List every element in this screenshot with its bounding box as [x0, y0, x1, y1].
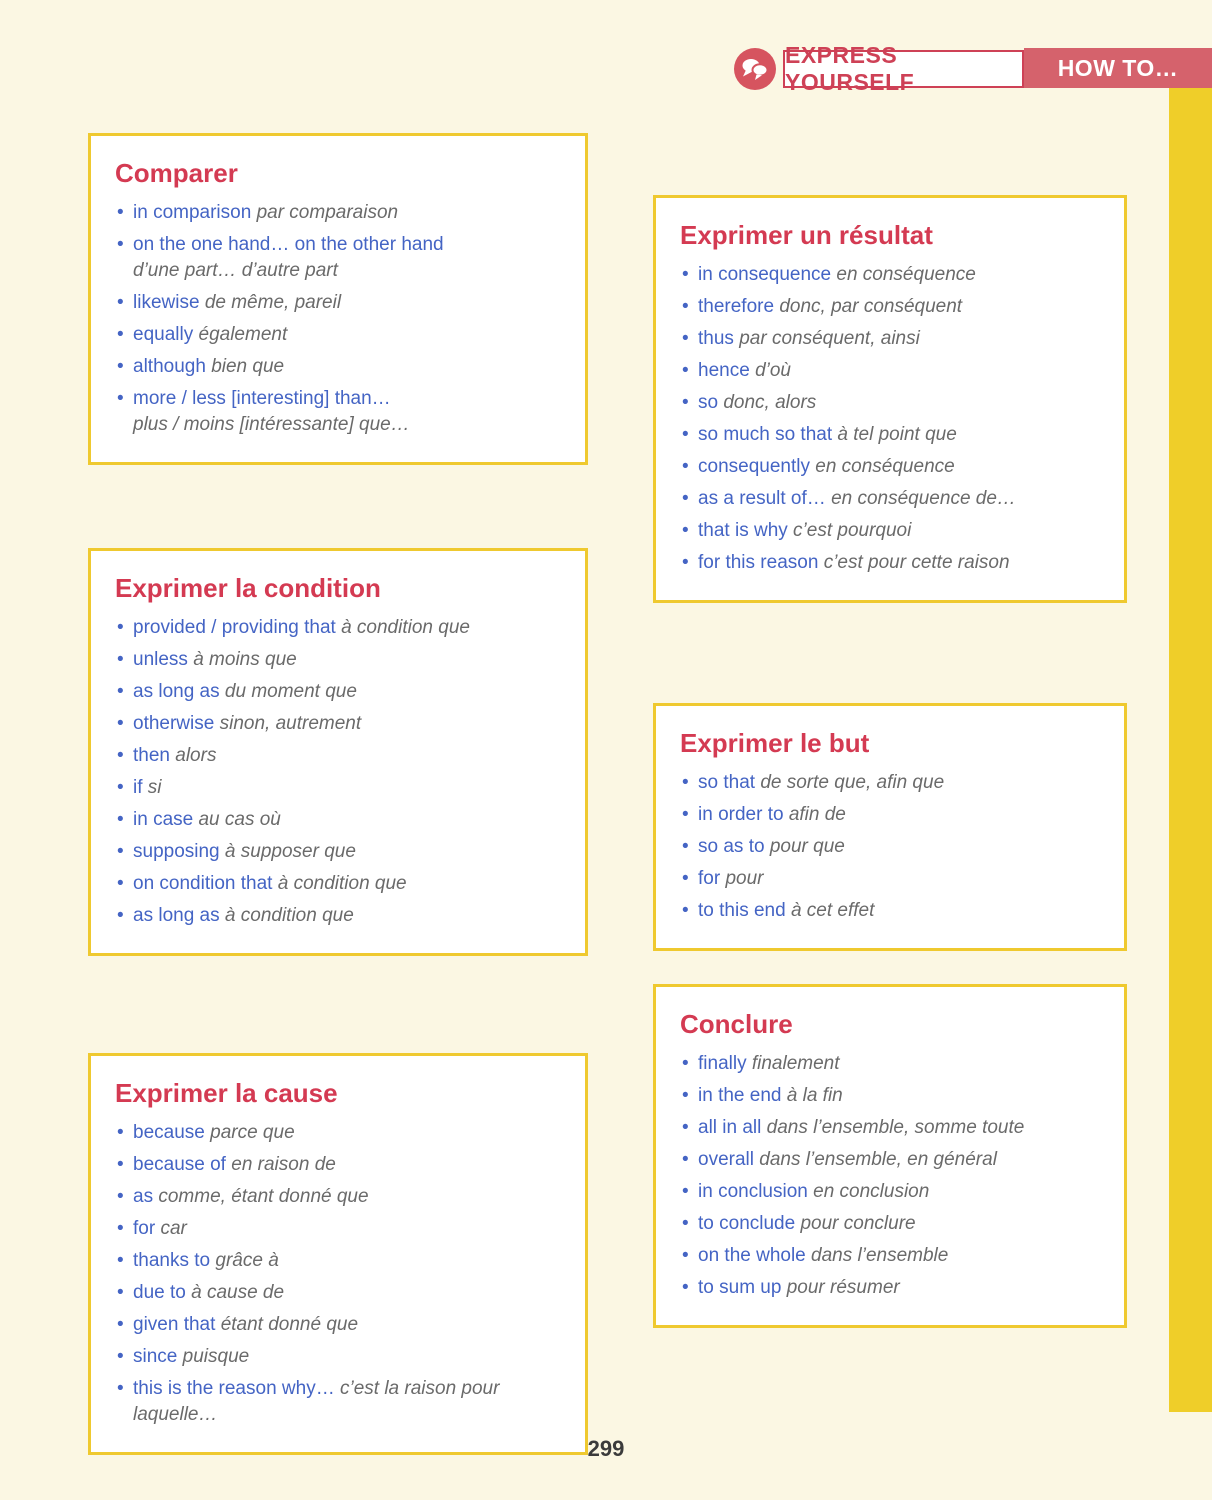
phrase-item	[678, 486, 1102, 512]
phrase-en: all in all	[698, 1117, 762, 1138]
phrase-item	[678, 1243, 1102, 1269]
phrase-item	[678, 802, 1102, 828]
phrase-fr: dans l’ensemble, somme toute	[766, 1117, 1025, 1138]
phrase-item	[678, 866, 1102, 892]
phrase-item	[113, 232, 563, 284]
phrase-fr: c’est la raison pour laquelle…	[133, 1378, 500, 1425]
phrase-fr: à tel point que	[837, 424, 957, 445]
bullet-icon: •	[117, 809, 124, 830]
phrase-item	[678, 294, 1102, 320]
phrase-en: equally	[133, 324, 194, 345]
bullet-icon: •	[682, 296, 689, 317]
phrase-list	[678, 262, 1102, 576]
phrase-en: in comparison	[133, 202, 252, 223]
box-conclure	[653, 984, 1127, 1328]
phrase-item	[113, 1120, 563, 1146]
bullet-icon: •	[117, 713, 124, 734]
phrase-item	[113, 322, 563, 348]
phrase-en: so as to	[698, 836, 765, 857]
phrase-en: therefore	[698, 296, 775, 317]
phrase-item	[678, 1083, 1102, 1109]
bullet-icon: •	[682, 836, 689, 857]
bullet-icon: •	[117, 841, 124, 862]
phrase-fr: donc, alors	[723, 392, 817, 413]
bullet-icon: •	[682, 360, 689, 381]
bullet-icon: •	[682, 868, 689, 889]
phrase-en: in order to	[698, 804, 784, 825]
phrase-item	[113, 871, 563, 897]
phrase-fr: c’est pourquoi	[793, 520, 912, 541]
phrase-en: although	[133, 356, 206, 377]
phrase-item	[113, 1184, 563, 1210]
express-yourself-text: EXPRESS YOURSELF	[785, 42, 915, 95]
phrase-en: so that	[698, 772, 756, 793]
page-number: 299	[587, 1436, 625, 1461]
phrase-en: to this end	[698, 900, 786, 921]
bullet-icon: •	[117, 1218, 124, 1239]
phrase-fr: sinon, autrement	[219, 713, 362, 734]
phrase-en: hence	[698, 360, 750, 381]
bullet-icon: •	[682, 488, 689, 509]
phrase-item	[678, 770, 1102, 796]
phrase-item	[113, 679, 563, 705]
phrase-fr: car	[160, 1218, 187, 1239]
phrase-item	[678, 1211, 1102, 1237]
bullet-icon: •	[117, 873, 124, 894]
phrase-item	[678, 898, 1102, 924]
phrase-en: on condition that	[133, 873, 273, 894]
phrase-fr: à la fin	[786, 1085, 843, 1106]
phrase-item	[678, 834, 1102, 860]
phrase-fr: par comparaison	[256, 202, 399, 223]
phrase-item	[678, 1051, 1102, 1077]
phrase-en: due to	[133, 1282, 186, 1303]
bullet-icon: •	[117, 745, 124, 766]
side-strip	[1169, 88, 1212, 1412]
phrase-fr: puisque	[182, 1346, 250, 1367]
phrase-list	[113, 200, 563, 438]
phrase-fr: à condition que	[224, 905, 354, 926]
phrase-en: supposing	[133, 841, 220, 862]
phrase-fr: également	[198, 324, 288, 345]
phrase-en: on the one hand… on the other hand	[133, 234, 444, 255]
phrase-en: in case	[133, 809, 194, 830]
phrase-en: that is why	[698, 520, 788, 541]
box-title: Conclure	[680, 1009, 793, 1039]
bullet-icon: •	[682, 1245, 689, 1266]
phrase-item	[678, 262, 1102, 288]
phrase-list	[113, 1120, 563, 1428]
phrase-fr: à cet effet	[790, 900, 875, 921]
phrase-fr: bien que	[211, 356, 285, 377]
bullet-icon: •	[682, 1149, 689, 1170]
phrase-fr: parce que	[210, 1122, 295, 1143]
phrase-en: in the end	[698, 1085, 782, 1106]
phrase-item	[678, 390, 1102, 416]
phrase-item	[113, 1152, 563, 1178]
box-title: Exprimer un résultat	[680, 220, 933, 250]
phrase-item	[113, 1376, 563, 1428]
phrase-item	[678, 1179, 1102, 1205]
phrase-en: likewise	[133, 292, 200, 313]
phrase-item	[678, 358, 1102, 384]
speech-bubbles-icon	[734, 48, 776, 90]
phrase-en: given that	[133, 1314, 216, 1335]
how-to-text: HOW TO…	[1057, 54, 1179, 81]
express-yourself-label	[783, 42, 1024, 95]
phrase-item	[678, 326, 1102, 352]
phrase-item	[113, 839, 563, 865]
phrase-item	[113, 711, 563, 737]
phrase-fr: alors	[175, 745, 217, 766]
phrase-item	[113, 807, 563, 833]
phrase-fr: pour	[725, 868, 764, 889]
box-cause	[88, 1053, 588, 1455]
phrase-fr: plus / moins [intéressante] que…	[133, 414, 410, 435]
phrase-fr: en conséquence	[836, 264, 976, 285]
bullet-icon: •	[117, 202, 124, 223]
phrase-fr: dans l’ensemble, en général	[759, 1149, 997, 1170]
bullet-icon: •	[117, 617, 124, 638]
bullet-icon: •	[682, 900, 689, 921]
phrase-fr: à supposer que	[224, 841, 356, 862]
phrase-fr: à moins que	[193, 649, 297, 670]
box-comparer	[88, 133, 588, 465]
phrase-en: so	[698, 392, 719, 413]
bullet-icon: •	[682, 804, 689, 825]
phrase-en: as long as	[133, 681, 220, 702]
bullet-icon: •	[117, 905, 124, 926]
box-resultat	[653, 195, 1127, 603]
phrase-item	[678, 1115, 1102, 1141]
phrase-en: for	[133, 1218, 156, 1239]
phrase-fr: de même, pareil	[204, 292, 342, 313]
phrase-fr: en conséquence de…	[831, 488, 1016, 509]
phrase-item	[113, 290, 563, 316]
phrase-item	[678, 422, 1102, 448]
bullet-icon: •	[682, 264, 689, 285]
phrase-item	[678, 1147, 1102, 1173]
box-title: Exprimer la cause	[115, 1078, 338, 1108]
bullet-icon: •	[117, 1314, 124, 1335]
phrase-fr: en conséquence	[815, 456, 955, 477]
phrase-fr: donc, par conséquent	[779, 296, 963, 317]
phrase-en: so much so that	[698, 424, 833, 445]
bullet-icon: •	[117, 1282, 124, 1303]
phrase-fr: étant donné que	[220, 1314, 359, 1335]
phrase-item	[113, 386, 563, 438]
phrase-item	[113, 743, 563, 769]
phrase-fr: pour que	[769, 836, 845, 857]
phrase-en: this is the reason why…	[133, 1378, 335, 1399]
phrase-item	[678, 550, 1102, 576]
bullet-icon: •	[117, 681, 124, 702]
bullet-icon: •	[682, 552, 689, 573]
phrase-item	[678, 1275, 1102, 1301]
phrase-item	[678, 454, 1102, 480]
phrase-fr: dans l’ensemble	[811, 1245, 949, 1266]
phrase-fr: si	[147, 777, 162, 798]
phrase-en: on the whole	[698, 1245, 806, 1266]
phrase-en: for this reason	[698, 552, 819, 573]
phrase-fr: d’une part… d’autre part	[133, 260, 338, 281]
phrase-item	[113, 1248, 563, 1274]
box-title: Exprimer le but	[680, 728, 870, 758]
phrase-fr: pour résumer	[786, 1277, 900, 1298]
bullet-icon: •	[117, 1186, 124, 1207]
bullet-icon: •	[682, 1117, 689, 1138]
bullet-icon: •	[117, 388, 124, 409]
phrase-en: to conclude	[698, 1213, 796, 1234]
phrase-fr: de sorte que, afin que	[760, 772, 945, 793]
how-to-banner	[1024, 48, 1212, 88]
bullet-icon: •	[117, 1250, 124, 1271]
phrase-item	[113, 354, 563, 380]
phrase-item	[113, 1280, 563, 1306]
phrase-fr: à condition que	[277, 873, 407, 894]
phrase-list	[678, 1051, 1102, 1301]
phrase-item	[113, 647, 563, 673]
phrase-fr: comme, étant donné que	[158, 1186, 369, 1207]
phrase-en: unless	[133, 649, 188, 670]
phrase-item	[113, 1216, 563, 1242]
bullet-icon: •	[682, 1277, 689, 1298]
phrase-en: in conclusion	[698, 1181, 808, 1202]
bullet-icon: •	[117, 292, 124, 313]
phrase-item	[113, 775, 563, 801]
phrase-en: for	[698, 868, 721, 889]
phrase-item	[113, 615, 563, 641]
phrase-fr: en conclusion	[813, 1181, 930, 1202]
phrase-list	[678, 770, 1102, 924]
phrase-fr: par conséquent, ainsi	[739, 328, 920, 349]
box-but	[653, 703, 1127, 951]
bullet-icon: •	[682, 392, 689, 413]
phrase-en: as a result of…	[698, 488, 826, 509]
phrase-en: because of	[133, 1154, 226, 1175]
phrase-fr: au cas où	[198, 809, 281, 830]
bullet-icon: •	[117, 1378, 124, 1399]
phrase-fr: afin de	[788, 804, 846, 825]
phrase-en: as	[133, 1186, 154, 1207]
phrase-fr: pour conclure	[800, 1213, 916, 1234]
bullet-icon: •	[682, 772, 689, 793]
bullet-icon: •	[682, 1213, 689, 1234]
phrase-en: to sum up	[698, 1277, 782, 1298]
phrase-fr: d’où	[755, 360, 791, 381]
phrase-fr: finalement	[751, 1053, 840, 1074]
phrase-item	[113, 1312, 563, 1338]
phrase-en: overall	[698, 1149, 754, 1170]
phrase-fr: à condition que	[341, 617, 470, 638]
phrase-en: finally	[698, 1053, 747, 1074]
box-condition	[88, 548, 588, 956]
phrase-fr: c’est pour cette raison	[823, 552, 1010, 573]
phrase-en: provided / providing that	[133, 617, 336, 638]
bullet-icon: •	[682, 1085, 689, 1106]
bullet-icon: •	[117, 356, 124, 377]
bullet-icon: •	[682, 1053, 689, 1074]
phrase-en: if	[133, 777, 143, 798]
phrase-en: in consequence	[698, 264, 832, 285]
phrase-item	[678, 518, 1102, 544]
bullet-icon: •	[117, 1346, 124, 1367]
phrase-fr: grâce à	[215, 1250, 279, 1271]
phrase-fr: en raison de	[231, 1154, 336, 1175]
phrase-en: more / less [interesting] than…	[133, 388, 391, 409]
phrase-list	[113, 615, 563, 929]
phrase-en: as long as	[133, 905, 220, 926]
phrase-en: then	[133, 745, 170, 766]
bullet-icon: •	[117, 1154, 124, 1175]
phrase-en: thanks to	[133, 1250, 211, 1271]
phrase-item	[113, 200, 563, 226]
bullet-icon: •	[117, 1122, 124, 1143]
box-title: Comparer	[115, 158, 238, 188]
phrase-item	[113, 1344, 563, 1370]
phrase-en: since	[133, 1346, 178, 1367]
phrase-fr: à cause de	[191, 1282, 285, 1303]
bullet-icon: •	[117, 234, 124, 255]
bullet-icon: •	[682, 1181, 689, 1202]
phrase-fr: du moment que	[224, 681, 357, 702]
phrase-en: consequently	[698, 456, 810, 477]
bullet-icon: •	[682, 456, 689, 477]
bullet-icon: •	[117, 777, 124, 798]
phrase-en: thus	[698, 328, 734, 349]
bullet-icon: •	[117, 324, 124, 345]
box-title: Exprimer la condition	[115, 573, 381, 603]
bullet-icon: •	[682, 520, 689, 541]
phrase-en: otherwise	[133, 713, 215, 734]
bullet-icon: •	[682, 328, 689, 349]
phrase-item	[113, 903, 563, 929]
bullet-icon: •	[682, 424, 689, 445]
bullet-icon: •	[117, 649, 124, 670]
phrase-en: because	[133, 1122, 205, 1143]
